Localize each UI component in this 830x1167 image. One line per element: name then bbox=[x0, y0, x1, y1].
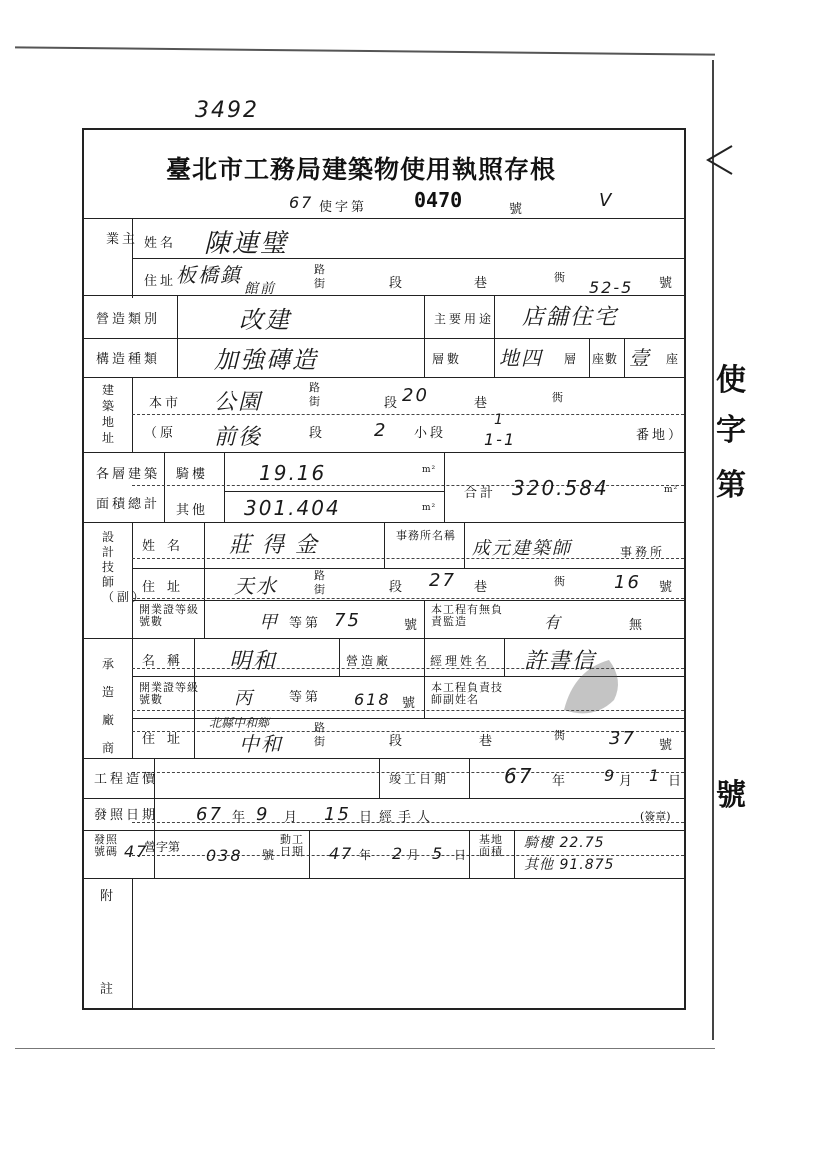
site-section: 段 bbox=[384, 396, 401, 411]
designer-name: 莊 得 金 bbox=[229, 533, 319, 558]
contractor-section: 段 bbox=[389, 734, 406, 749]
done-month-unit: 月 bbox=[619, 774, 636, 789]
area-label-2: 面積總計 bbox=[96, 497, 161, 512]
bp-base1: 騎樓 22.75 bbox=[524, 835, 605, 851]
side-char-1: 使 bbox=[716, 363, 746, 398]
scan-edge-bottom bbox=[15, 1048, 715, 1049]
area-other-unit: m² bbox=[422, 503, 437, 513]
contractor-manager-label: 經理姓名 bbox=[430, 654, 491, 668]
bp-year-value: 47 bbox=[124, 842, 149, 861]
contractor-license-value: 丙 bbox=[234, 688, 254, 709]
cost-label: 工程造價 bbox=[94, 772, 159, 787]
bp-day-unit: 日 bbox=[454, 848, 470, 862]
designer-no: 號 bbox=[659, 580, 676, 595]
designer-group-label: 設計技師（副） bbox=[102, 530, 148, 604]
contractor-license-label: 開業證等級號數 bbox=[139, 681, 199, 706]
contractor-group-label: 承造廠商 bbox=[102, 657, 118, 755]
form-title: 臺北市工務局建築物使用執照存根 bbox=[166, 155, 557, 184]
permit-check: V bbox=[599, 190, 614, 211]
designer-office: 成元建築師 bbox=[472, 538, 572, 559]
bp-start-label: 動工日期 bbox=[280, 833, 304, 858]
issue-handler: 經手人 bbox=[379, 810, 437, 825]
area-total-label: 合計 bbox=[464, 486, 497, 501]
contractor-name: 明和 bbox=[229, 649, 278, 674]
note-label-2: 註 bbox=[100, 982, 117, 997]
designer-license-label: 開業證等級號數 bbox=[139, 603, 199, 628]
count-unit: 座 bbox=[666, 352, 682, 366]
floors-label: 層數 bbox=[432, 352, 463, 366]
bp-start-year: 47 bbox=[329, 844, 354, 863]
site-street: 街 bbox=[309, 395, 321, 408]
area-other-value: 301.404 bbox=[244, 496, 341, 520]
done-day: 1 bbox=[649, 766, 662, 785]
done-day-unit: 日 bbox=[668, 774, 685, 789]
designer-name-label: 姓名 bbox=[142, 539, 193, 554]
contractor-name-suffix: 營造廠 bbox=[346, 654, 392, 668]
contractor-road: 路 bbox=[314, 721, 326, 734]
bp-base-label: 基地面積 bbox=[479, 833, 503, 858]
count-label: 座數 bbox=[592, 352, 619, 366]
designer-lane: 巷 bbox=[474, 580, 491, 595]
structure-label: 構造種類 bbox=[96, 352, 161, 367]
stamp-mark bbox=[554, 650, 634, 720]
permit-number: 0470 bbox=[414, 188, 463, 212]
area-total-unit: m² bbox=[664, 485, 679, 495]
issue-month-value: 9 bbox=[256, 804, 270, 825]
use-value: 店舖住宅 bbox=[522, 305, 619, 330]
designer-license-num: 75 bbox=[334, 610, 361, 631]
site-road-value: 公園 bbox=[214, 390, 263, 415]
site-group-label: 建築地址 bbox=[102, 383, 118, 445]
owner-alley: 衖 bbox=[554, 271, 566, 284]
designer-addr-label: 住址 bbox=[142, 580, 193, 595]
designer-road: 路 bbox=[314, 569, 326, 582]
bp-no: 號 bbox=[262, 848, 278, 862]
owner-road: 路 bbox=[314, 263, 326, 276]
next-page-bracket bbox=[700, 140, 740, 180]
issue-month: 月 bbox=[284, 810, 301, 825]
issue-label: 發照日期 bbox=[94, 808, 159, 823]
bp-year-unit: 年 bbox=[359, 848, 375, 862]
contractor-license-num: 618 bbox=[354, 690, 391, 709]
site-road: 路 bbox=[309, 381, 321, 394]
structure-value: 加強磚造 bbox=[214, 346, 318, 374]
issue-seal: (簽章) bbox=[640, 810, 671, 823]
site-lane: 巷 bbox=[474, 396, 491, 411]
scan-edge-right bbox=[712, 60, 714, 1040]
contractor-addr-label: 住址 bbox=[142, 732, 193, 747]
area-floor-unit: m² bbox=[422, 465, 437, 475]
use-label: 主要用途 bbox=[434, 312, 495, 326]
site-subsection: 小段 bbox=[414, 426, 447, 441]
bp-label: 發照號碼 bbox=[94, 833, 118, 858]
designer-addr: 天水 bbox=[234, 574, 278, 598]
bp-num: 038 bbox=[206, 846, 243, 865]
owner-group-label-1: 業主 bbox=[106, 232, 139, 247]
issue-year: 年 bbox=[232, 810, 249, 825]
designer-alley: 衖 bbox=[554, 575, 566, 588]
owner-addr: 板橋鎮 bbox=[176, 263, 242, 287]
designer-supervise-none: 無 bbox=[629, 618, 646, 633]
contractor-tech-label: 本工程負責技師副姓名 bbox=[431, 681, 503, 706]
area-label-1: 各層建築 bbox=[96, 467, 161, 482]
area-floor-value: 19.16 bbox=[259, 461, 327, 485]
designer-supervise-value: 有 bbox=[544, 613, 563, 632]
designer-supervise-label: 本工程有無負責監造 bbox=[431, 603, 503, 628]
contractor-lane: 巷 bbox=[479, 734, 496, 749]
owner-section: 段 bbox=[389, 276, 406, 291]
site-subsection-value: 2 bbox=[374, 420, 388, 441]
designer-license-no: 號 bbox=[404, 618, 421, 633]
area-total-value: 320.584 bbox=[512, 476, 609, 500]
site-city: 本市 bbox=[149, 396, 182, 411]
site-lot: 番地） bbox=[636, 428, 685, 443]
contractor-addr-note: 北縣中和鄉 bbox=[209, 716, 270, 730]
done-year: 67 bbox=[504, 764, 534, 788]
bp-prefix: 營字第 bbox=[144, 840, 181, 854]
done-label: 竣工日期 bbox=[389, 772, 450, 786]
site-orig: （原 bbox=[144, 426, 177, 441]
done-month: 9 bbox=[604, 766, 617, 785]
bp-start-day: 5 bbox=[432, 844, 445, 863]
designer-street: 街 bbox=[314, 583, 326, 596]
contractor-street: 街 bbox=[314, 735, 326, 748]
owner-street: 街 bbox=[314, 277, 326, 290]
site-section-value: 20 bbox=[402, 385, 429, 406]
site-orig-value: 前後 bbox=[214, 425, 263, 450]
bp-month-unit: 月 bbox=[407, 848, 423, 862]
contractor-alley: 衖 bbox=[554, 729, 566, 742]
contractor-no-value: 37 bbox=[609, 728, 636, 749]
construct-type-value: 改建 bbox=[239, 306, 291, 334]
issue-day: 日 bbox=[359, 810, 376, 825]
floors-unit: 層 bbox=[564, 352, 580, 366]
site-alley: 衖 bbox=[552, 391, 564, 404]
designer-office-suffix: 事務所 bbox=[620, 545, 666, 559]
owner-no: 號 bbox=[659, 276, 676, 291]
contractor-license-mid: 等第 bbox=[289, 690, 322, 705]
contractor-manager: 許書信 bbox=[524, 649, 597, 674]
count-value: 壹 bbox=[629, 346, 651, 370]
designer-license-value: 甲 bbox=[259, 612, 279, 633]
owner-lane: 巷 bbox=[474, 276, 491, 291]
issue-day-value: 15 bbox=[324, 804, 351, 825]
contractor-addr: 中和 bbox=[239, 732, 283, 756]
side-char-2: 字 bbox=[716, 413, 746, 448]
site-lot-value2: 1-1 bbox=[484, 430, 517, 449]
permit-year: 67 bbox=[289, 193, 314, 212]
top-note: 3492 bbox=[195, 98, 259, 123]
site-lot-value: 1 bbox=[494, 412, 505, 428]
designer-license-mid: 等第 bbox=[289, 616, 322, 631]
permit-suffix: 號 bbox=[509, 202, 526, 217]
done-year-unit: 年 bbox=[552, 774, 569, 789]
area-floor-label: 騎樓 bbox=[176, 467, 209, 482]
bp-base2: 其他 91.875 bbox=[524, 857, 615, 873]
owner-name-label: 姓名 bbox=[144, 236, 177, 251]
side-char-3: 第 bbox=[716, 468, 746, 503]
construct-type-label: 營造類別 bbox=[96, 312, 161, 327]
contractor-name-label: 名稱 bbox=[142, 654, 193, 669]
designer-no-value: 16 bbox=[614, 572, 641, 593]
floors-value: 地四 bbox=[499, 346, 543, 370]
issue-year-value: 67 bbox=[196, 804, 223, 825]
contractor-no: 號 bbox=[659, 738, 676, 753]
permit-prefix: 使字第 bbox=[319, 200, 368, 215]
contractor-license-no: 號 bbox=[402, 696, 419, 711]
owner-addr-label: 住址 bbox=[144, 274, 177, 289]
permit-form bbox=[82, 128, 686, 1010]
scan-edge-top bbox=[15, 46, 715, 55]
area-other-label: 其他 bbox=[176, 503, 209, 518]
owner-name: 陳連璧 bbox=[204, 229, 289, 259]
note-label-1: 附 bbox=[100, 889, 117, 904]
designer-section: 段 bbox=[389, 580, 406, 595]
owner-no-num: 52-5 bbox=[589, 278, 634, 297]
bp-start-month: 2 bbox=[392, 844, 405, 863]
designer-office-label: 事務所名稱 bbox=[396, 529, 456, 542]
site-orig-section: 段 bbox=[309, 426, 326, 441]
designer-lane-value: 27 bbox=[429, 570, 456, 591]
side-char-4: 號 bbox=[716, 778, 746, 813]
owner-addr2: 館前 bbox=[244, 281, 276, 297]
